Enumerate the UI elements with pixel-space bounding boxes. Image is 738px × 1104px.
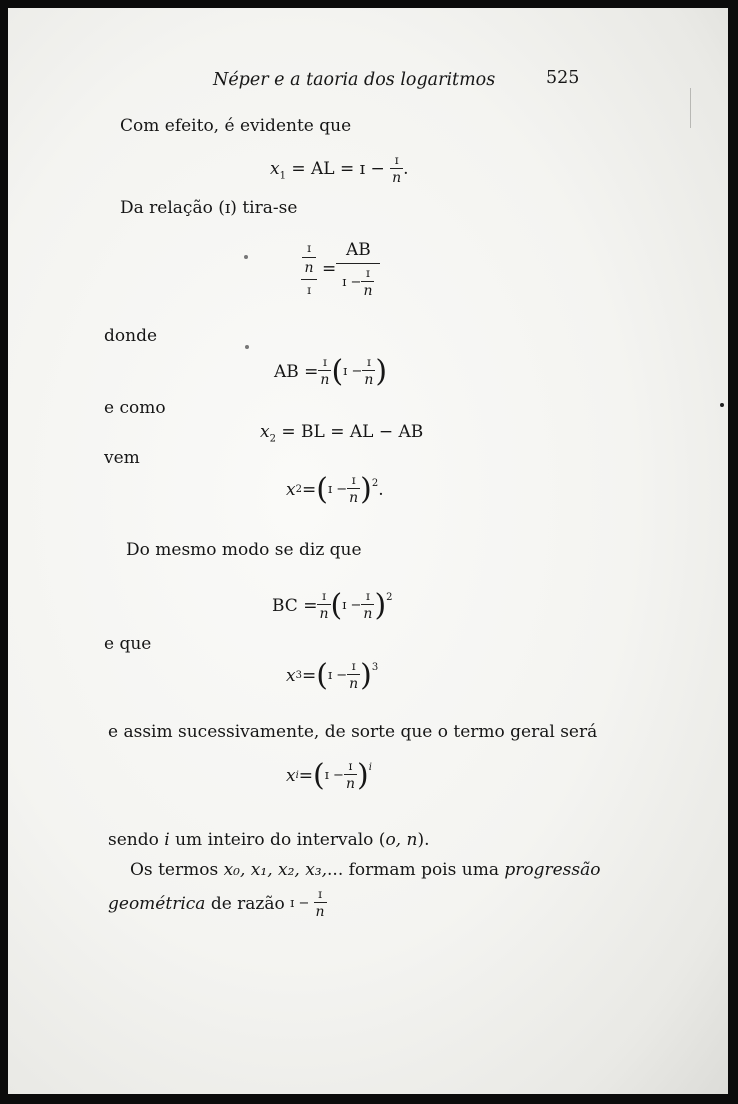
eq6-num: ɪ <box>322 589 326 603</box>
running-title: Néper e a taoria dos logaritmos <box>213 70 496 90</box>
eq5-frac <box>347 474 360 505</box>
eq6-rparen: ) <box>374 587 387 623</box>
text-line-4: e assim sucessivamente, de sorte que o termo geral será <box>108 722 598 742</box>
page-number: 525 <box>546 68 580 88</box>
text-line-2: Da relação (ɪ) tira-se <box>120 198 298 218</box>
line6-b: ... formam pois uma <box>327 860 505 880</box>
eq5-den: n <box>349 490 359 506</box>
eq7-sub: 3 <box>295 670 302 681</box>
equation-BC <box>272 587 393 623</box>
eq7-frac <box>347 660 360 691</box>
eq7-den: n <box>349 676 359 692</box>
eq5-end: . <box>378 479 384 500</box>
eq8-sub: i <box>295 770 299 781</box>
eq7-inner-one: ɪ − <box>327 668 348 683</box>
eq1-mid: = AL = <box>285 159 360 179</box>
eq6-inner-den: n <box>363 606 373 622</box>
line5-c: o, n <box>385 830 418 850</box>
eq5-eq: = <box>301 479 317 500</box>
eq8-exp: i <box>368 762 372 773</box>
line7-num: ɪ <box>318 887 322 901</box>
eq6-den: n <box>319 606 329 622</box>
eq8-inner-one: ɪ − <box>324 768 344 783</box>
eq4-x: x <box>260 422 270 442</box>
text-line-3: Do mesmo modo se diz que <box>126 540 362 560</box>
equation-x2-BL <box>260 422 423 444</box>
eq2-rd-den: n <box>363 283 373 299</box>
text-line-6 <box>130 860 601 880</box>
eq8-x: x <box>286 765 296 786</box>
equation-x3 <box>286 657 379 693</box>
eq5-rparen: ) <box>360 471 372 507</box>
eq1-end: . <box>403 159 409 179</box>
eq1-minus: − <box>365 159 391 179</box>
line7-one: ɪ − <box>290 896 314 911</box>
equation-xi <box>286 757 372 793</box>
eq6-exp: 2 <box>386 592 393 603</box>
eq2-top-bar <box>302 257 316 258</box>
eq2-top-den: n <box>304 260 314 276</box>
line7-b: de razão <box>205 893 291 914</box>
eq3-den: n <box>320 372 330 388</box>
eq1-x: x <box>270 159 280 179</box>
ink-speck <box>720 403 724 407</box>
eq3-inner-frac <box>362 356 375 387</box>
eq8-eq: = <box>298 765 314 786</box>
eq6-inner-one: ɪ − <box>342 598 362 613</box>
eq5-lparen: ( <box>316 471 328 507</box>
eq1-sub: 1 <box>279 170 286 182</box>
eq7-rparen: ) <box>360 657 372 693</box>
eq2-rd-frac <box>361 267 374 298</box>
line5-i: i <box>164 830 170 850</box>
eq6-lhs: BC = <box>272 595 318 616</box>
eq3-num: ɪ <box>323 355 327 369</box>
eq2-right-frac <box>336 240 380 298</box>
eq2-left-frac <box>296 241 322 297</box>
equation-x2 <box>286 471 384 507</box>
equation-relation <box>296 240 380 298</box>
eq8-den: n <box>345 776 355 792</box>
eq6-lparen: ( <box>330 587 343 623</box>
eq5-exp: 2 <box>371 478 379 489</box>
line7-a: geométrica <box>108 893 206 914</box>
line5-b: um inteiro do intervalo ( <box>169 830 386 850</box>
eq5-inner-one: ɪ − <box>327 482 348 497</box>
eq4-rest: = BL = AL − AB <box>275 422 424 442</box>
eq5-x: x <box>286 479 296 500</box>
line5-d: ). <box>417 830 430 850</box>
eq7-exp: 3 <box>371 662 379 673</box>
eq2-rd-num: ɪ <box>366 266 370 280</box>
eq6-frac <box>317 590 330 621</box>
eq4-sub: 2 <box>269 433 276 445</box>
eq2-eq: = <box>322 259 337 279</box>
book-page <box>8 8 728 1094</box>
eq7-x: x <box>286 665 296 686</box>
eq7-lparen: ( <box>316 657 328 693</box>
eq6-inner-frac <box>361 590 374 621</box>
word-donde: donde <box>104 326 158 346</box>
eq3-inner-one: ɪ − <box>343 364 363 379</box>
eq3-frac <box>318 356 331 387</box>
eq1-num: ɪ <box>394 153 399 167</box>
eq8-num: ɪ <box>348 759 353 773</box>
line7-den: n <box>315 904 325 920</box>
eq3-lhs: AB = <box>274 361 319 382</box>
line6-a: Os termos <box>130 860 224 880</box>
eq1-one: ɪ <box>359 159 366 179</box>
word-vem: vem <box>104 448 140 468</box>
line6-c: progressão <box>504 860 601 880</box>
eq7-eq: = <box>301 665 317 686</box>
text-line-5 <box>108 830 429 850</box>
paper-mark <box>690 88 691 128</box>
eq2-top-num: ɪ <box>307 241 311 255</box>
eq2-rd-one: ɪ − <box>342 275 362 290</box>
eq8-lparen: ( <box>313 757 325 793</box>
eq3-lparen: ( <box>331 353 344 389</box>
eq2-left-bottom: ɪ <box>301 279 317 297</box>
equation-x1 <box>270 154 409 185</box>
eq6-inner-num: ɪ <box>366 589 370 603</box>
eq8-rparen: ) <box>356 757 369 793</box>
text-line-1: Com efeito, é evidente que <box>120 116 352 136</box>
eq1-frac <box>390 154 403 185</box>
ink-speck <box>245 345 249 349</box>
eq3-rparen: ) <box>375 353 388 389</box>
eq5-sub: 2 <box>295 484 302 495</box>
word-e-que: e que <box>104 634 152 654</box>
eq5-num: ɪ <box>351 473 356 487</box>
line5-a: sendo <box>108 830 165 850</box>
equation-AB <box>274 353 388 389</box>
word-e-como: e como <box>104 398 166 418</box>
line6-terms: x₀, x₁, x₂, x₃, <box>223 860 328 880</box>
eq1-den: n <box>392 170 402 186</box>
eq2-right-bottom <box>336 263 380 298</box>
ink-speck <box>244 255 248 259</box>
eq3-inner-num: ɪ <box>366 355 371 369</box>
eq2-left-top <box>296 241 322 279</box>
eq3-inner-den: n <box>364 372 374 388</box>
text-line-7 <box>108 888 327 919</box>
eq7-num: ɪ <box>351 659 356 673</box>
eq2-right-top: AB <box>345 240 371 260</box>
eq8-frac <box>344 760 357 791</box>
line7-frac <box>314 888 327 919</box>
